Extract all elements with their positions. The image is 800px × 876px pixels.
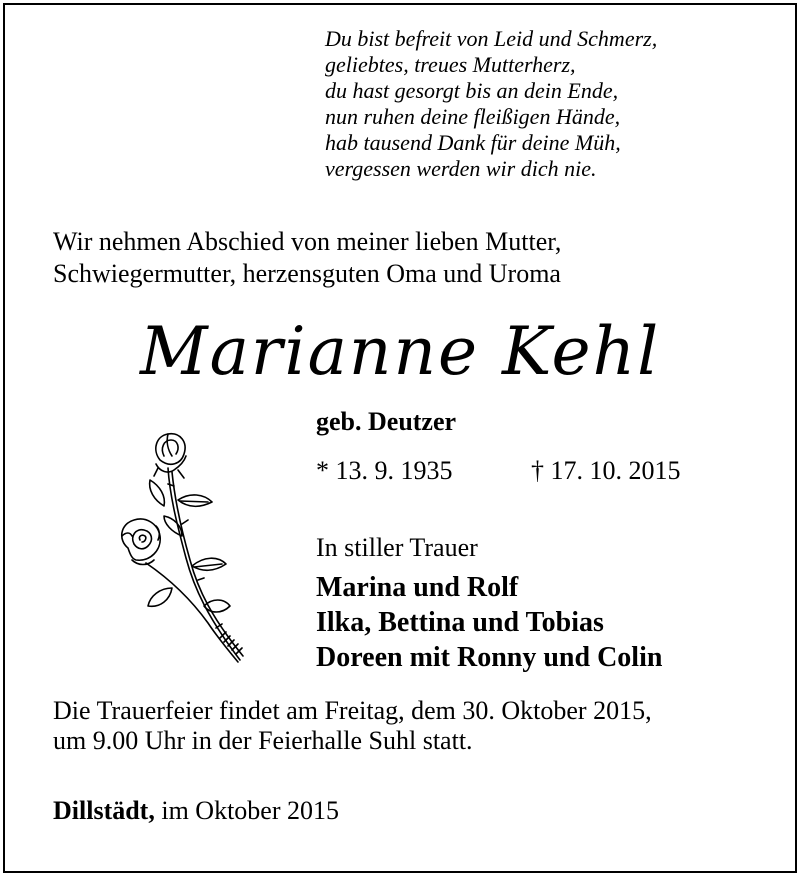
farewell-intro xyxy=(53,226,773,290)
life-dates xyxy=(316,455,756,487)
ceremony-line: um 9.00 Uhr in der Feierhalle Suhl statt. xyxy=(53,726,473,755)
place-date: im Oktober 2015 xyxy=(161,796,339,825)
birth-name: geb. Deutzer xyxy=(316,407,457,436)
deceased-name: Marianne Kehl xyxy=(140,313,661,390)
poem-line: nun ruhen deine fleißigen Hände, xyxy=(325,104,621,129)
poem-line: vergessen werden wir dich nie. xyxy=(325,156,597,181)
place-town: Dillstädt, xyxy=(53,796,155,825)
intro-line: Wir nehmen Abschied von meiner lieben Mutter, xyxy=(53,227,562,256)
ceremony-line: Die Trauerfeier findet am Freitag, dem 30. Oktober 2015, xyxy=(53,696,652,725)
rose-illustration-icon xyxy=(108,428,248,668)
death-date: † 17. 10. 2015 xyxy=(531,456,681,485)
mourner-line: Marina und Rolf xyxy=(316,572,519,603)
ceremony-notice xyxy=(53,696,773,756)
place-and-date xyxy=(53,795,339,827)
birth-date: * 13. 9. 1935 xyxy=(316,456,453,485)
poem-line: hab tausend Dank für deine Müh, xyxy=(325,130,621,155)
poem-line: Du bist befreit von Leid und Schmerz, xyxy=(325,26,658,51)
poem-line: geliebtes, treues Mutterherz, xyxy=(325,52,576,77)
intro-line: Schwiegermutter, herzensguten Oma und Uroma xyxy=(53,259,561,288)
mourner-line: Doreen mit Ronny und Colin xyxy=(316,642,663,673)
mourning-label: In stiller Trauer xyxy=(316,533,478,562)
poem-line: du hast gesorgt bis an dein Ende, xyxy=(325,78,619,103)
poem xyxy=(325,26,785,182)
mourner-line: Ilka, Bettina und Tobias xyxy=(316,607,604,638)
mourners-list xyxy=(316,570,776,675)
